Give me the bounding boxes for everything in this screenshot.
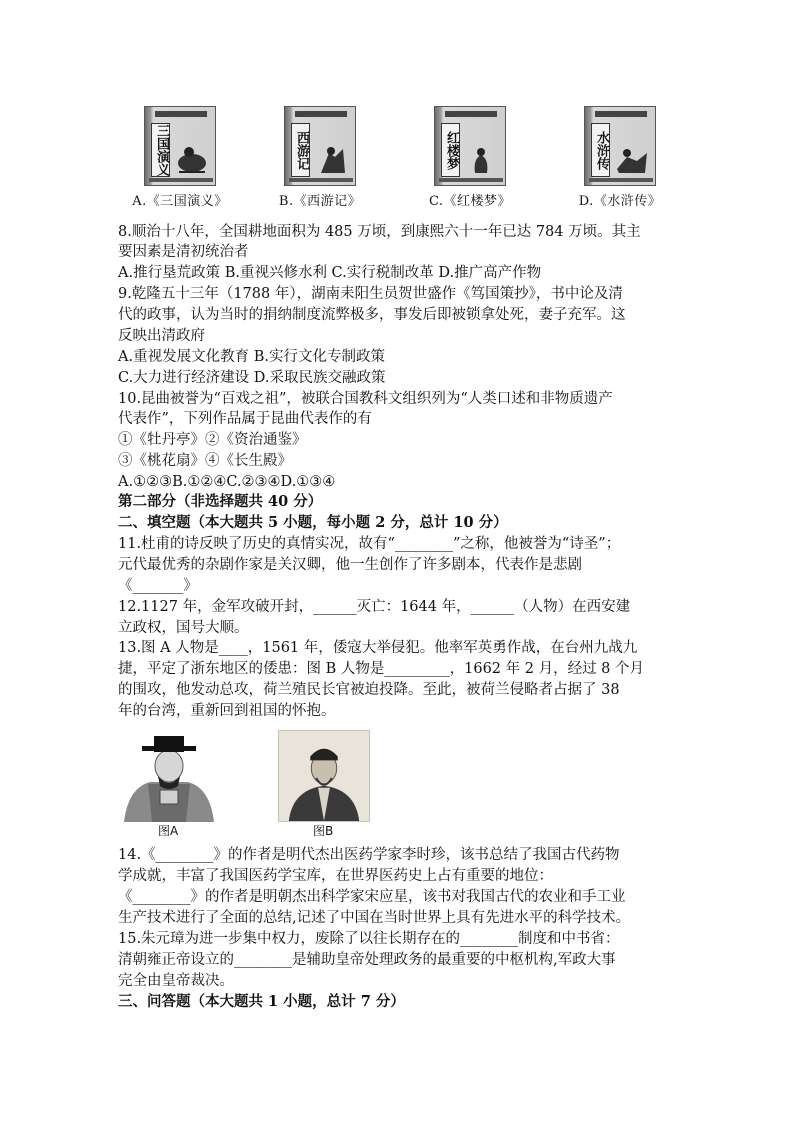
question-14-text: 14.《________》的作者是明代杰出医药学家李时珍，该书总结了我国古代药物 (118, 847, 620, 863)
question-13-text: 的围攻，他发动总攻，荷兰殖民长官被迫投降。至此，被荷兰侵略者占据了 38 (118, 682, 620, 698)
book-option-c (400, 106, 540, 209)
book-cover-image (584, 106, 656, 186)
book-illustration-icon (315, 145, 349, 175)
book-caption: C.《红楼梦》 (428, 194, 512, 209)
section-heading: 第二部分（非选择题共 40 分） (118, 493, 323, 510)
section-heading: 二、填空题（本大题共 5 小题，每小题 2 分，总计 10 分） (118, 514, 508, 531)
book-cover-image (434, 106, 506, 186)
question-9-options: C.大力进行经济建设 D.采取民族交融政策 (118, 370, 386, 386)
book-cover-title: 红楼梦 (441, 123, 460, 177)
book-cover-title: 水浒传 (591, 123, 610, 177)
book-illustration-icon (615, 145, 649, 175)
book-option-a (110, 106, 250, 209)
book-options (110, 106, 670, 212)
book-caption: A.《三国演义》 (132, 194, 228, 209)
book-illustration-icon (175, 145, 209, 175)
question-11-text: 元代最优秀的杂剧作家是关汉卿，他一生创作了许多剧本，代表作是悲剧 (118, 557, 582, 573)
question-15-text: 15.朱元璋为进一步集中权力，废除了以往长期存在的________制度和中书省： (118, 931, 620, 947)
book-option-b (250, 106, 390, 209)
question-10-stem: 10.昆曲被誉为“百戏之祖”，被联合国教科文组织列为“人类口述和非物质遗产 (118, 391, 613, 407)
question-14-text: 学成就，丰富了我国医药学宝库，在世界医药史上占有重要的地位： (118, 868, 553, 884)
book-cover-title: 三国演义 (151, 123, 170, 177)
book-cover-image (284, 106, 356, 186)
question-15-text: 完全由皇帝裁决。 (118, 973, 234, 989)
section-heading: 三、问答题（本大题共 1 小题，总计 7 分） (118, 993, 405, 1010)
question-11-text: 11.杜甫的诗反映了历史的真情实况，故有“________”之称，他被誉为“诗圣”； (118, 536, 621, 552)
question-10-items: ①《牡丹亭》②《资治通鉴》 (118, 432, 307, 448)
question-13-text: 年的台湾，重新回到祖国的怀抱。 (118, 703, 336, 719)
question-12-text: 12.1127 年，金军攻破开封，______灭亡：1644 年，______（人物）在西安建 (118, 599, 631, 615)
question-8-stem: 8.顺治十八年，全国耕地面积为 485 万顷，到康熙六十一年已达 784 万顷。其主 (118, 224, 641, 240)
question-8-stem: 要因素是清初统治者 (118, 244, 249, 260)
question-9-stem: 9.乾隆五十三年（1788 年），湖南耒阳生员贺世盛作《笃国策抄》，书中论及清 (118, 286, 623, 302)
question-15-text: 清朝雍正帝设立的________是辅助皇帝处理政务的最重要的中枢机构,军政大事 (118, 952, 616, 968)
question-10-stem: 代表作”，下列作品属于昆曲代表作的有 (118, 411, 372, 427)
figure-b-caption: 图B (313, 824, 334, 838)
question-10-items: ③《桃花扇》④《长生殿》 (118, 453, 292, 469)
question-13-text: 捷，平定了浙东地区的倭患：图 B 人物是_________，1662 年 2 月，经过 8 个月 (118, 661, 645, 677)
question-13-text: 13.图 A 人物是____，1561 年，倭寇大举侵犯。他率军英勇作战，在台州九战九 (118, 640, 638, 656)
book-option-d (550, 106, 690, 209)
question-14-text: 《________》的作者是明朝杰出科学家宋应星，该书对我国古代的农业和手工业 (118, 889, 626, 905)
book-illustration-icon (465, 145, 499, 175)
question-12-text: 立政权，国号大顺。 (118, 620, 249, 636)
book-cover-image (144, 106, 216, 186)
book-caption: B.《西游记》 (278, 194, 362, 209)
figure-a-caption: 图A (158, 824, 179, 838)
question-9-options: A.重视发展文化教育 B.实行文化专制政策 (118, 349, 385, 365)
question-10-options: A.①②③B.①②④C.②③④D.①③④ (118, 474, 336, 490)
question-11-text: 《_______》 (118, 578, 198, 594)
question-9-stem: 反映出清政府 (118, 328, 205, 344)
book-caption: D.《水浒传》 (578, 194, 662, 209)
figure-b-portrait-image (278, 730, 370, 822)
question-8-options: A.推行垦荒政策 B.重视兴修水利 C.实行税制改革 D.推广高产作物 (118, 265, 542, 281)
book-cover-title: 西游记 (291, 123, 310, 177)
question-9-stem: 代的政事，认为当时的捐纳制度流弊极多，事发后即被锁拿处死，妻子充军。这 (118, 307, 626, 323)
question-14-text: 生产技术进行了全面的总结,记述了中国在当时世界上具有先进水平的科学技术。 (118, 910, 631, 926)
figure-a-portrait-image (120, 730, 218, 822)
